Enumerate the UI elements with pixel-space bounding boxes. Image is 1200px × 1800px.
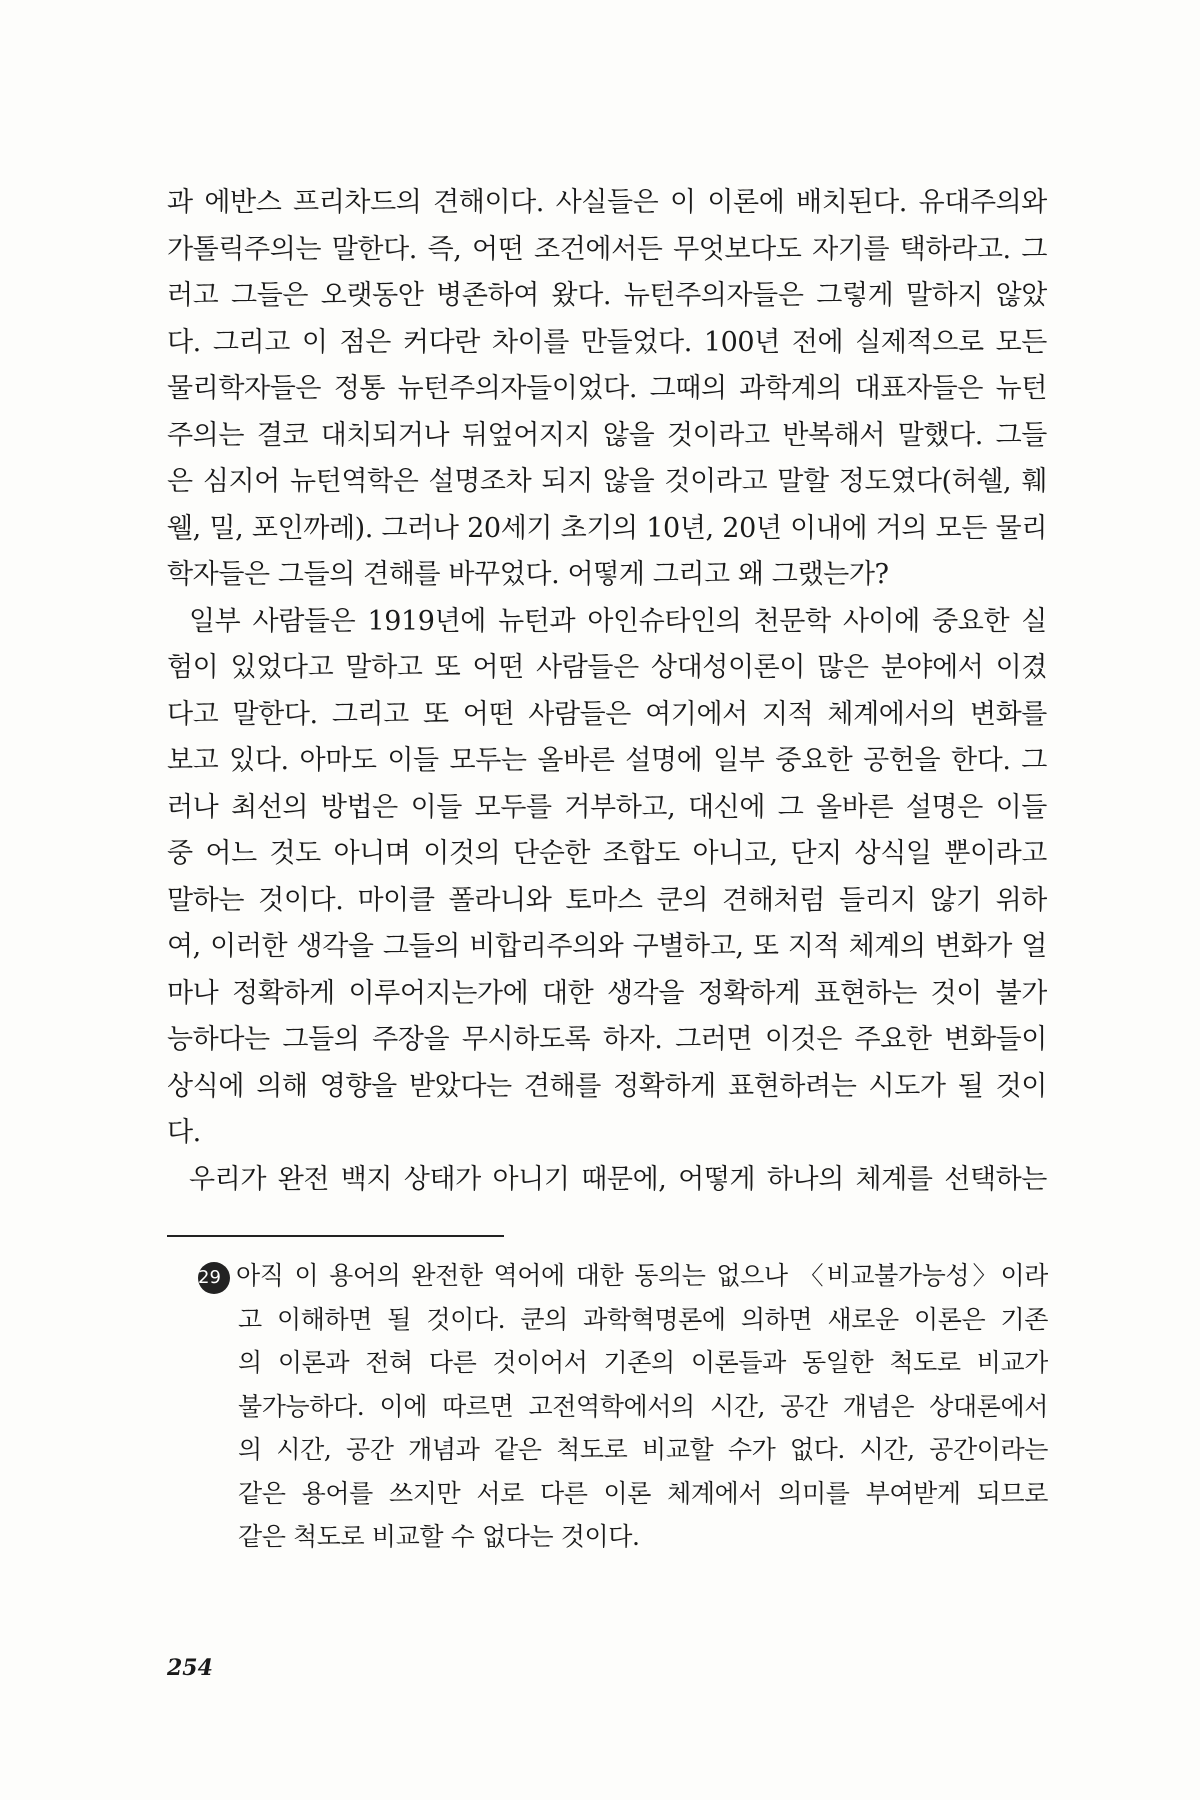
body-line: 험이 있었다고 말하고 또 어떤 사람들은 상대성이론이 많은 분야에서 이겼 [167, 652, 1047, 683]
body-line: 과 에반스 프리차드의 견해이다. 사실들은 이 이론에 배치된다. 유대주의와 [167, 187, 1047, 218]
footnote [198, 1254, 1048, 1559]
body-line: 다고 말한다. 그리고 또 어떤 사람들은 여기에서 지적 체계에서의 변화를 [167, 698, 1047, 730]
body-line: 보고 있다. 아마도 이들 모두는 올바른 설명에 일부 중요한 공헌을 한다. 그 [167, 745, 1047, 776]
body-line: 러고 그들은 오랫동안 병존하여 왔다. 뉴턴주의자들은 그렇게 말하지 않았 [167, 280, 1047, 311]
body-text [167, 180, 1047, 1203]
footnote-marker: 29 [198, 1262, 230, 1294]
body-line: 다. 그리고 이 점은 커다란 차이를 만들었다. 100년 전에 실제적으로 모든 [167, 326, 1047, 358]
paragraph-start-line: 일부 사람들은 1919년에 뉴턴과 아인슈타인의 천문학 사이에 중요한 실 [189, 605, 1047, 637]
footnote-line: 불가능하다. 이에 따르면 고전역학에서의 시간, 공간 개념은 상대론에서 [238, 1391, 1048, 1421]
footnote-divider [167, 1235, 504, 1237]
body-line: 주의는 결코 대치되거나 뒤엎어지지 않을 것이라고 반복해서 말했다. 그들 [167, 419, 1047, 451]
paragraph-start-line: 우리가 완전 백지 상태가 아니기 때문에, 어떻게 하나의 체계를 선택하는 [189, 1163, 1047, 1195]
footnote-first-line [198, 1254, 1048, 1298]
body-line: 말하는 것이다. 마이클 폴라니와 토마스 쿤의 견해처럼 들리지 않기 위하 [167, 884, 1047, 916]
body-line: 중 어느 것도 아니며 이것의 단순한 조합도 아니고, 단지 상식일 뿐이라고 [167, 838, 1047, 869]
body-line: 다. [167, 1117, 201, 1148]
footnote-line: 같은 용어를 쓰지만 서로 다른 이론 체계에서 의미를 부여받게 되므로 [238, 1478, 1048, 1508]
body-line: 물리학자들은 정통 뉴턴주의자들이었다. 그때의 과학계의 대표자들은 뉴턴 [167, 373, 1047, 404]
footnote-line: 의 이론과 전혀 다른 것이어서 기존의 이론들과 동일한 척도로 비교가 [238, 1348, 1048, 1377]
body-line: 학자들은 그들의 견해를 바꾸었다. 어떻게 그리고 왜 그랬는가? [167, 559, 889, 590]
footnote-line-text: 아직 이 용어의 완전한 역어에 대한 동의는 없으나 〈비교불가능성〉이라 [236, 1261, 1048, 1290]
body-line: 웰, 밀, 포인까레). 그러나 20세기 초기의 10년, 20년 이내에 거의 모든 물리 [167, 512, 1047, 544]
body-line: 여, 이러한 생각을 그들의 비합리주의와 구별하고, 또 지적 체계의 변화가 얼 [167, 931, 1047, 962]
footnote-line: 같은 척도로 비교할 수 없다는 것이다. [238, 1522, 640, 1551]
body-line: 마나 정확하게 이루어지는가에 대한 생각을 정확하게 표현하는 것이 불가 [167, 977, 1047, 1009]
body-line: 은 심지어 뉴턴역학은 설명조차 되지 않을 것이라고 말할 정도였다(허쉘, 훼 [167, 466, 1047, 497]
page-number: 254 [167, 1655, 213, 1681]
body-line: 러나 최선의 방법은 이들 모두를 거부하고, 대신에 그 올바른 설명은 이들 [167, 791, 1047, 823]
body-line: 능하다는 그들의 주장을 무시하도록 하자. 그러면 이것은 주요한 변화들이 [167, 1024, 1047, 1055]
footnote-line: 고 이해하면 될 것이다. 쿤의 과학혁명론에 의하면 새로운 이론은 기존 [238, 1304, 1048, 1334]
body-line: 가톨릭주의는 말한다. 즉, 어떤 조건에서든 무엇보다도 자기를 택하라고. 그 [167, 233, 1047, 265]
body-line: 상식에 의해 영향을 받았다는 견해를 정확하게 표현하려는 시도가 될 것이 [167, 1070, 1047, 1102]
footnote-line: 의 시간, 공간 개념과 같은 척도로 비교할 수가 없다. 시간, 공간이라는 [238, 1435, 1048, 1464]
